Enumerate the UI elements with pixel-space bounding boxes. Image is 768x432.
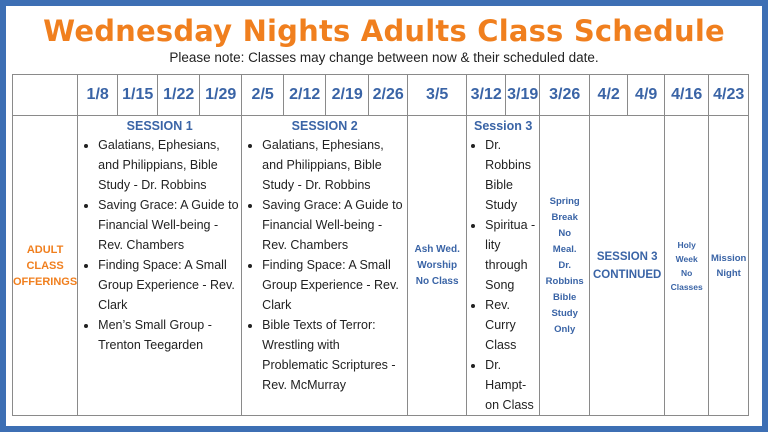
note-line: Break: [551, 211, 578, 223]
note-line: Bible: [553, 291, 577, 303]
date-cell: 1/22: [158, 75, 200, 116]
note-line: Spring: [549, 195, 580, 207]
note-line: CONTINUED: [592, 268, 662, 281]
date-cell: 4/2: [590, 75, 628, 116]
list-item: • Rev. Curry Class: [485, 295, 537, 355]
note-line: SESSION 3: [596, 250, 658, 263]
note-line: Classes: [670, 281, 703, 292]
row-label-adult-class-offerings: [13, 116, 78, 416]
row-label-line: CLASS: [26, 259, 64, 272]
schedule-table: [12, 74, 749, 416]
note-line: No Class: [415, 275, 459, 287]
list-item: • Saving Grace: A Guide to Financial Well-being - Rev. Chambers: [98, 195, 239, 255]
session-3-title: Session 3: [473, 119, 533, 133]
list-item: • Finding Space: A Small Group Experience - Rev. Clark: [262, 255, 405, 315]
date-cell: 2/26: [369, 75, 408, 116]
session-3-list: [467, 135, 539, 415]
row-label-line: ADULT: [26, 243, 64, 256]
session-2-cell: [242, 116, 408, 416]
note-line: Ash Wed.: [414, 243, 460, 255]
list-item: • Spiritua -lity through Song: [485, 215, 537, 295]
list-item: • Bible Texts of Terror: Wrestling with Problematic Scriptures - Rev. McMurray: [262, 315, 405, 395]
class-offerings-row: [13, 116, 749, 416]
session-3-continued-cell: [590, 116, 665, 416]
note-line: No: [558, 227, 571, 239]
note-line: No: [681, 267, 693, 278]
date-cell: 2/5: [242, 75, 284, 116]
note-line: Study: [551, 307, 578, 319]
date-cell: 2/12: [284, 75, 326, 116]
date-cell: 3/19: [506, 75, 540, 116]
note-line: Holy: [677, 239, 696, 250]
date-cell: 4/16: [665, 75, 709, 116]
date-cell: 1/8: [78, 75, 118, 116]
date-cell: 4/23: [709, 75, 749, 116]
schedule-page: [6, 6, 762, 426]
note-line: Only: [554, 323, 576, 335]
row-label-line: OFFERINGS: [13, 275, 78, 288]
note-line: Worship: [417, 259, 458, 271]
note-line: Mission: [710, 252, 747, 264]
session-1-list: [78, 135, 241, 355]
date-cell: 2/19: [326, 75, 369, 116]
mission-night-cell: [709, 116, 749, 416]
holy-week-cell: [665, 116, 709, 416]
list-item: • Saving Grace: A Guide to Financial Well-being - Rev. Chambers: [262, 195, 405, 255]
corner-cell: [13, 75, 78, 116]
date-cell: 3/12: [467, 75, 506, 116]
page-subtitle: Please note: Classes may change between now & their scheduled date.: [169, 50, 599, 65]
list-item: • Dr. Robbins Bible Study: [485, 135, 537, 215]
list-item: • Finding Space: A Small Group Experience - Rev. Clark: [98, 255, 239, 315]
note-line: Dr.: [558, 259, 572, 271]
date-cell: 3/5: [408, 75, 467, 116]
date-cell: 4/9: [628, 75, 665, 116]
note-line: Night: [716, 267, 741, 279]
session-2-list: [242, 135, 407, 395]
page-title: Wednesday Nights Adults Class Schedule: [43, 14, 725, 48]
list-item: • Dr. Hampt- on Class: [485, 355, 537, 415]
list-item: • Men’s Small Group - Trenton Teegarden: [98, 315, 239, 355]
date-cell: 1/15: [118, 75, 158, 116]
date-cell: 3/26: [540, 75, 590, 116]
note-line: Robbins: [545, 275, 584, 287]
list-item: • Galatians, Ephesians, and Philippians, Bible Study - Dr. Robbins: [98, 135, 239, 195]
note-line: Week: [675, 253, 698, 264]
note-line: Meal.: [552, 243, 577, 255]
list-item: • Galatians, Ephesians, and Philippians, Bible Study - Dr. Robbins: [262, 135, 405, 195]
session-1-cell: [78, 116, 242, 416]
date-cell: 1/29: [200, 75, 242, 116]
session-1-title: SESSION 1: [126, 119, 193, 133]
spring-break-cell: [540, 116, 590, 416]
session-3-cell: [467, 116, 540, 416]
ash-wednesday-cell: [408, 116, 467, 416]
date-header-row: [13, 75, 749, 116]
session-2-title: SESSION 2: [291, 119, 358, 133]
